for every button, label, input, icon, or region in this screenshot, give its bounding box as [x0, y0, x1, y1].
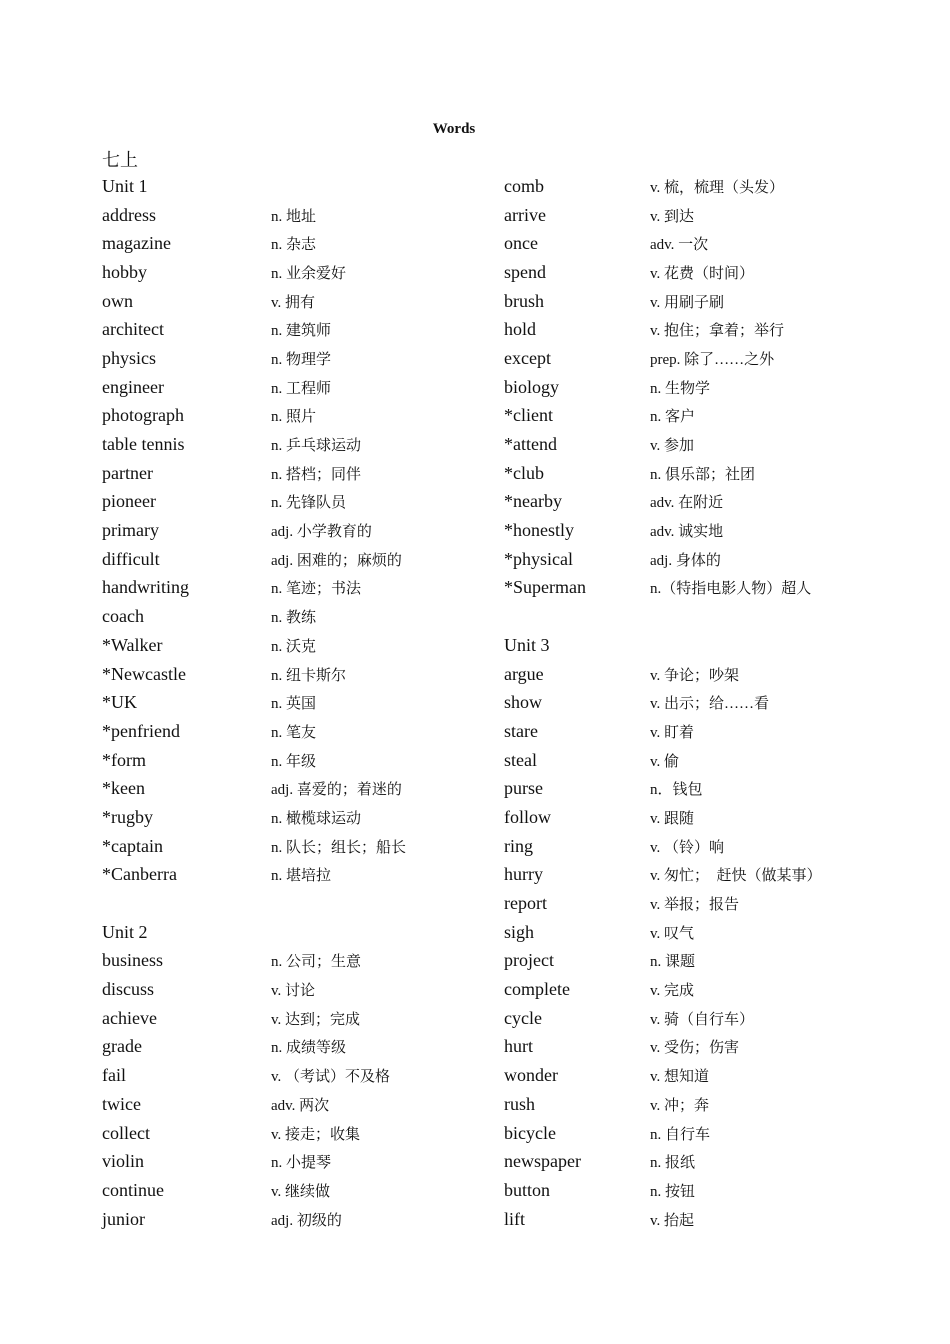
- vocab-entry: [504, 918, 924, 947]
- grade-label: 七上: [102, 150, 138, 170]
- spacer: [102, 889, 502, 918]
- vocab-word: business: [102, 950, 164, 971]
- vocab-word: *Walker: [102, 634, 163, 655]
- vocab-definition: v. 出示；给……看: [650, 696, 770, 713]
- vocab-word: *UK: [102, 692, 137, 713]
- vocab-definition: adj. 小学教育的: [271, 524, 372, 541]
- vocab-word: handwriting: [102, 577, 189, 598]
- vocab-entry: [102, 373, 502, 402]
- vocab-entry: [102, 1205, 502, 1234]
- vocab-definition: adv. 一次: [650, 237, 709, 254]
- vocab-definition: adv. 在附近: [650, 495, 724, 512]
- unit-1-heading: Unit 1: [102, 175, 148, 196]
- unit-3-word-list: [504, 660, 924, 1234]
- vocab-word: once: [504, 233, 538, 254]
- vocab-definition: v. 达到；完成: [271, 1011, 361, 1028]
- vocab-entry: [504, 402, 924, 431]
- vocab-entry: [504, 832, 924, 861]
- vocab-definition: n．钱包: [650, 782, 703, 799]
- vocab-definition: n. 小提琴: [271, 1155, 332, 1172]
- vocab-definition: n. 报纸: [650, 1155, 696, 1172]
- vocab-word: violin: [102, 1151, 145, 1172]
- vocab-entry: [102, 402, 502, 431]
- vocab-definition: adj. 初级的: [271, 1212, 342, 1229]
- vocab-entry: [102, 774, 502, 803]
- vocab-entry: [102, 459, 502, 488]
- page-title: Words: [432, 121, 476, 137]
- vocab-definition: n. 公司；生意: [271, 954, 362, 971]
- vocab-entry: [102, 1147, 502, 1176]
- vocab-word: *club: [504, 462, 544, 483]
- vocab-entry: [504, 1033, 924, 1062]
- vocab-definition: v. 盯着: [650, 724, 695, 741]
- vocab-definition: n. 成绩等级: [271, 1040, 347, 1057]
- vocab-definition: v. 叹气: [650, 925, 695, 942]
- vocab-word: *physical: [504, 548, 573, 569]
- vocab-definition: v. 拥有: [271, 294, 316, 311]
- vocab-word: *form: [102, 749, 146, 770]
- vocab-entry: [504, 717, 924, 746]
- vocab-entry: [102, 516, 502, 545]
- vocab-word: collect: [102, 1122, 150, 1143]
- vocab-word: primary: [102, 520, 159, 541]
- vocab-definition: v. 继续做: [271, 1183, 331, 1200]
- vocab-word: lift: [504, 1208, 525, 1229]
- vocab-word: achieve: [102, 1007, 157, 1028]
- vocab-word: *penfriend: [102, 720, 180, 741]
- vocab-word: brush: [504, 290, 544, 311]
- vocab-definition: n. 沃克: [271, 638, 317, 655]
- vocab-definition: v. 举报；报告: [650, 897, 740, 914]
- vocab-entry: [504, 1147, 924, 1176]
- vocab-entry: [102, 201, 502, 230]
- vocab-word: own: [102, 290, 133, 311]
- vocab-definition: v. 抱住；拿着；举行: [650, 323, 785, 340]
- vocab-definition: n. 建筑师: [271, 323, 332, 340]
- vocab-word: comb: [504, 175, 544, 196]
- vocab-entry: [504, 1004, 924, 1033]
- vocab-definition: n. 笔迹；书法: [271, 581, 362, 598]
- vocab-word: report: [504, 893, 547, 914]
- vocab-entry: [504, 287, 924, 316]
- vocab-word: newspaper: [504, 1151, 581, 1172]
- unit-heading: [102, 918, 502, 947]
- vocab-definition: n. 课题: [650, 954, 696, 971]
- vocab-definition: adj. 身体的: [650, 552, 721, 569]
- vocab-word: *attend: [504, 434, 557, 455]
- vocab-definition: v. （铃）响: [650, 839, 725, 856]
- vocab-definition: v. 抬起: [650, 1212, 695, 1229]
- vocab-entry: [504, 430, 924, 459]
- vocab-word: cycle: [504, 1007, 542, 1028]
- vocab-entry: [102, 717, 502, 746]
- vocab-definition: adj. 困难的；麻烦的: [271, 552, 402, 569]
- vocab-entry: [504, 488, 924, 517]
- vocab-entry: [504, 229, 924, 258]
- vocab-word: steal: [504, 749, 537, 770]
- vocab-definition: adv. 诚实地: [650, 524, 724, 541]
- vocab-definition: n. 地址: [271, 208, 317, 225]
- vocab-entry: [504, 889, 924, 918]
- vocab-word: except: [504, 347, 551, 368]
- vocab-definition: n. 业余爱好: [271, 265, 347, 282]
- vocab-word: pioneer: [102, 491, 156, 512]
- vocab-word: ring: [504, 835, 533, 856]
- vocab-definition: n. 纽卡斯尔: [271, 667, 347, 684]
- vocab-word: photograph: [102, 405, 184, 426]
- vocab-definition: v. 匆忙； 赶快（做某事）: [650, 868, 822, 885]
- vocab-entry: [102, 688, 502, 717]
- vocab-word: purse: [504, 778, 543, 799]
- vocab-word: show: [504, 692, 543, 713]
- vocab-definition: n. 俱乐部；社团: [650, 466, 756, 483]
- vocab-definition: n. 物理学: [271, 351, 332, 368]
- right-column: [504, 172, 924, 1233]
- vocab-entry: [102, 229, 502, 258]
- vocab-definition: n. 客户: [650, 409, 696, 426]
- vocab-definition: v. 争论；吵架: [650, 667, 740, 684]
- vocab-word: partner: [102, 462, 153, 483]
- vocab-entry: [102, 1061, 502, 1090]
- vocab-word: *Superman: [504, 577, 586, 598]
- vocab-entry: [504, 660, 924, 689]
- vocab-entry: [102, 1119, 502, 1148]
- vocab-word: rush: [504, 1093, 535, 1114]
- vocab-word: *captain: [102, 835, 163, 856]
- vocab-definition: n. 教练: [271, 610, 317, 627]
- spacer: [504, 602, 924, 631]
- vocab-entry: [102, 344, 502, 373]
- vocab-word: arrive: [504, 204, 546, 225]
- vocab-word: twice: [102, 1093, 141, 1114]
- vocab-word: discuss: [102, 979, 155, 1000]
- unit-heading: [102, 172, 502, 201]
- vocab-entry: [102, 488, 502, 517]
- vocab-word: *Newcastle: [102, 663, 186, 684]
- vocab-definition: n. 自行车: [650, 1126, 711, 1143]
- vocab-word: wonder: [504, 1065, 558, 1086]
- vocab-word: fail: [102, 1065, 126, 1086]
- vocab-entry: [504, 1090, 924, 1119]
- vocab-definition: n. 乒乓球运动: [271, 438, 362, 455]
- vocab-definition: v. 讨论: [271, 983, 316, 1000]
- vocab-word: magazine: [102, 233, 171, 254]
- vocab-definition: n. 照片: [271, 409, 317, 426]
- vocab-definition: n. 生物学: [650, 380, 711, 397]
- vocab-definition: v. 到达: [650, 208, 695, 225]
- vocab-definition: n. 橄榄球运动: [271, 810, 362, 827]
- vocab-entry: [102, 1176, 502, 1205]
- vocab-entry: [102, 631, 502, 660]
- vocab-entry: [102, 545, 502, 574]
- vocab-definition: n. 工程师: [271, 380, 332, 397]
- vocab-entry: [102, 430, 502, 459]
- vocab-definition: v. 花费（时间）: [650, 265, 755, 282]
- vocab-definition: v. 跟随: [650, 810, 695, 827]
- vocab-definition: n. 队长；组长；船长: [271, 839, 407, 856]
- vocab-definition: n. 年级: [271, 753, 317, 770]
- vocab-word: argue: [504, 663, 544, 684]
- vocab-definition: v. 骑（自行车）: [650, 1011, 755, 1028]
- unit-1-word-list: [102, 201, 502, 890]
- vocab-definition: n. 杂志: [271, 237, 317, 254]
- vocab-definition: n. 堪培拉: [271, 868, 332, 885]
- vocab-definition: v. 想知道: [650, 1069, 710, 1086]
- vocab-entry: [504, 1176, 924, 1205]
- vocab-word: address: [102, 204, 156, 225]
- vocab-word: follow: [504, 806, 551, 827]
- vocab-word: sigh: [504, 921, 535, 942]
- vocab-word: hurt: [504, 1036, 533, 1057]
- vocab-word: coach: [102, 606, 144, 627]
- vocab-entry: [102, 574, 502, 603]
- vocab-definition: n. 按钮: [650, 1183, 696, 1200]
- vocab-entry: [102, 861, 502, 890]
- vocab-entry: [504, 172, 924, 201]
- vocab-definition: adj. 喜爱的；着迷的: [271, 782, 402, 799]
- vocab-definition: v. 偷: [650, 753, 680, 770]
- vocab-entry: [102, 975, 502, 1004]
- vocab-entry: [102, 832, 502, 861]
- vocab-entry: [102, 1004, 502, 1033]
- vocab-definition: v. 完成: [650, 983, 695, 1000]
- vocab-definition: n. 搭档；同伴: [271, 466, 362, 483]
- unit-2-word-list: [102, 947, 502, 1234]
- vocab-entry: [102, 746, 502, 775]
- vocab-entry: [504, 746, 924, 775]
- vocab-definition: v. 冲；奔: [650, 1097, 710, 1114]
- unit-2-heading: Unit 2: [102, 921, 148, 942]
- vocab-entry: [504, 861, 924, 890]
- vocab-word: *rugby: [102, 806, 153, 827]
- vocab-word: biology: [504, 376, 560, 397]
- vocab-entry: [504, 545, 924, 574]
- vocab-entry: [504, 574, 924, 603]
- vocab-definition: v. 梳，梳理（头发）: [650, 179, 785, 196]
- vocab-entry: [102, 315, 502, 344]
- vocab-word: *nearby: [504, 491, 562, 512]
- vocab-word: hurry: [504, 864, 543, 885]
- vocab-word: engineer: [102, 376, 164, 397]
- vocab-entry: [504, 315, 924, 344]
- vocab-entry: [102, 258, 502, 287]
- vocab-word: bicycle: [504, 1122, 556, 1143]
- vocab-entry: [504, 1119, 924, 1148]
- vocab-word: physics: [102, 347, 156, 368]
- vocab-word: *honestly: [504, 520, 574, 541]
- vocab-entry: [504, 1205, 924, 1234]
- vocab-definition: v. 接走；收集: [271, 1126, 361, 1143]
- vocab-entry: [102, 1033, 502, 1062]
- vocab-word: button: [504, 1179, 551, 1200]
- vocab-entry: [504, 373, 924, 402]
- vocab-definition: n. 英国: [271, 696, 317, 713]
- vocab-entry: [504, 774, 924, 803]
- vocab-word: continue: [102, 1179, 164, 1200]
- vocab-entry: [102, 287, 502, 316]
- vocab-word: difficult: [102, 548, 160, 569]
- vocab-entry: [504, 688, 924, 717]
- unit-2-word-list-continued: [504, 172, 924, 602]
- vocab-entry: [102, 803, 502, 832]
- vocab-word: architect: [102, 319, 164, 340]
- vocab-word: spend: [504, 261, 546, 282]
- vocab-entry: [504, 459, 924, 488]
- vocab-entry: [504, 258, 924, 287]
- vocab-word: complete: [504, 979, 570, 1000]
- vocab-word: stare: [504, 720, 538, 741]
- vocab-definition: v. 参加: [650, 438, 695, 455]
- vocab-word: project: [504, 950, 554, 971]
- vocab-word: hold: [504, 319, 537, 340]
- vocab-definition: v. 受伤；伤害: [650, 1040, 740, 1057]
- vocab-entry: [504, 1061, 924, 1090]
- vocab-definition: prep. 除了……之外: [650, 351, 775, 368]
- vocab-definition: v. （考试）不及格: [271, 1069, 391, 1086]
- unit-3-heading: Unit 3: [504, 634, 550, 655]
- vocab-entry: [102, 660, 502, 689]
- vocab-word: hobby: [102, 261, 147, 282]
- vocab-definition: n.（特指电影人物）超人: [650, 581, 812, 598]
- vocab-definition: v. 用刷子刷: [650, 294, 725, 311]
- vocab-word: *client: [504, 405, 553, 426]
- vocab-word: junior: [102, 1208, 145, 1229]
- vocab-entry: [504, 975, 924, 1004]
- vocab-entry: [102, 947, 502, 976]
- left-column: [102, 172, 502, 1233]
- vocab-entry: [504, 201, 924, 230]
- vocab-entry: [504, 344, 924, 373]
- vocab-word: table tennis: [102, 434, 185, 455]
- unit-heading: [504, 631, 924, 660]
- vocab-entry: [504, 516, 924, 545]
- vocab-word: *Canberra: [102, 864, 177, 885]
- vocab-entry: [102, 1090, 502, 1119]
- vocab-entry: [504, 947, 924, 976]
- vocab-word: grade: [102, 1036, 142, 1057]
- vocab-definition: n. 先锋队员: [271, 495, 347, 512]
- vocab-definition: n. 笔友: [271, 724, 317, 741]
- vocab-entry: [504, 803, 924, 832]
- vocab-word: *keen: [102, 778, 145, 799]
- vocab-entry: [102, 602, 502, 631]
- vocab-definition: adv. 两次: [271, 1097, 330, 1114]
